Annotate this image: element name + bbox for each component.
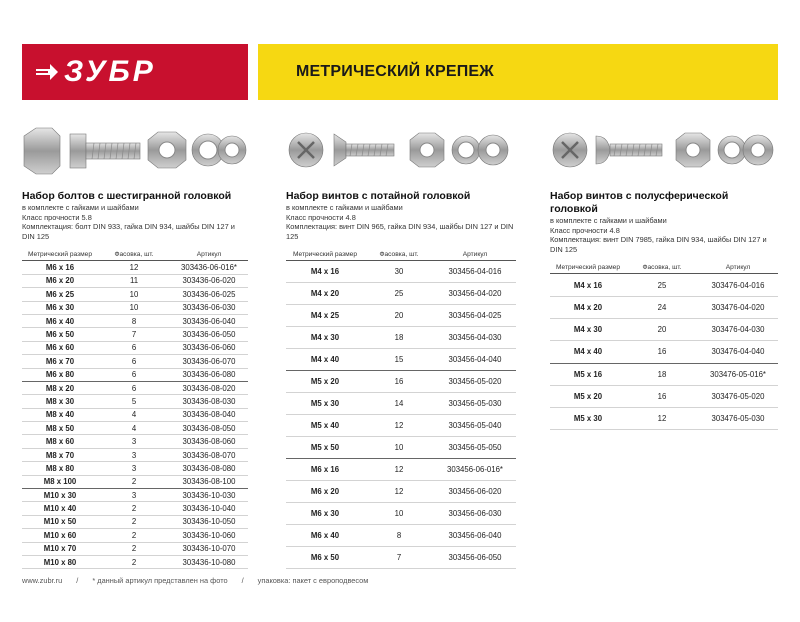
cell-size: M10 x 50 xyxy=(43,517,77,527)
cell-qty: 25 xyxy=(657,280,667,290)
cell-article: 303436-08-020 xyxy=(182,383,236,393)
cell-size: M6 x 50 xyxy=(310,553,340,563)
cell-qty: 18 xyxy=(657,369,667,379)
cell-qty: 2 xyxy=(131,557,137,567)
column-header-size: Метрический размер xyxy=(555,263,621,271)
cell-size: M4 x 30 xyxy=(310,333,340,343)
cell-size: M10 x 40 xyxy=(43,504,77,514)
cell-article: 303436-10-040 xyxy=(182,504,236,514)
cell-article: 303436-06-080 xyxy=(182,370,236,380)
table-row xyxy=(22,543,248,556)
arrow-icon xyxy=(36,61,58,83)
column-header-qty: Фасовка, шт. xyxy=(114,250,154,258)
cell-qty: 2 xyxy=(131,544,137,554)
cell-qty: 20 xyxy=(657,325,667,335)
table-row xyxy=(22,315,248,328)
cell-article: 303436-10-030 xyxy=(182,490,236,500)
cell-qty: 18 xyxy=(394,333,404,343)
cell-qty: 2 xyxy=(131,477,137,487)
footer-separator: / xyxy=(241,576,244,585)
cell-qty: 12 xyxy=(394,487,404,497)
cell-article: 303456-06-030 xyxy=(448,509,502,519)
cell-article: 303476-04-040 xyxy=(711,347,765,357)
cell-size: M6 x 20 xyxy=(310,487,340,497)
cell-size: M4 x 30 xyxy=(573,325,603,335)
cell-size: M6 x 80 xyxy=(45,370,75,380)
cell-qty: 15 xyxy=(394,355,404,365)
table-row xyxy=(286,371,516,393)
table-row xyxy=(286,459,516,481)
section-desc-1: в комплекте с гайками и шайбами xyxy=(22,203,139,212)
cell-article: 303436-06-070 xyxy=(182,356,236,366)
cell-article: 303436-08-030 xyxy=(182,396,236,406)
table-row xyxy=(22,409,248,422)
cell-size: M6 x 50 xyxy=(45,330,75,340)
table-row xyxy=(22,489,248,502)
table-row xyxy=(22,516,248,529)
cell-size: M5 x 30 xyxy=(310,399,340,409)
cell-size: M10 x 70 xyxy=(43,544,77,554)
cell-article: 303456-05-040 xyxy=(448,421,502,431)
cell-article: 303476-05-030 xyxy=(711,414,765,424)
table-row xyxy=(22,529,248,542)
cell-qty: 8 xyxy=(396,531,402,541)
section-title: Набор болтов с шестигранной головкой xyxy=(22,190,232,202)
cell-size: M10 x 80 xyxy=(43,557,77,567)
cell-size: M5 x 50 xyxy=(310,443,340,453)
cell-size: M8 x 100 xyxy=(43,477,77,487)
cell-article: 303436-06-040 xyxy=(182,316,236,326)
table-header xyxy=(22,248,248,260)
cell-article: 303476-04-030 xyxy=(711,325,765,335)
table-row xyxy=(22,355,248,368)
cell-article: 303436-06-060 xyxy=(182,343,236,353)
cell-qty: 25 xyxy=(394,289,404,299)
table-row xyxy=(286,327,516,349)
cell-size: M6 x 16 xyxy=(310,465,340,475)
cell-qty: 16 xyxy=(394,377,404,387)
cell-size: M8 x 40 xyxy=(45,410,75,420)
cell-article: 303436-08-080 xyxy=(182,463,236,473)
footer-site-link[interactable]: www.zubr.ru xyxy=(22,576,63,585)
cell-article: 303436-10-060 xyxy=(182,530,236,540)
table-row xyxy=(286,437,516,459)
table-row xyxy=(286,525,516,547)
cell-size: M6 x 25 xyxy=(45,289,75,299)
table-row xyxy=(286,503,516,525)
countersunk-screw-set-photo xyxy=(286,122,512,178)
table-row xyxy=(286,261,516,283)
footer-separator: / xyxy=(76,576,79,585)
cell-qty: 3 xyxy=(131,463,137,473)
cell-article: 303456-06-040 xyxy=(448,531,502,541)
section-title: Набор винтов с потайной головкой xyxy=(286,190,471,202)
table-row xyxy=(286,481,516,503)
cell-size: M5 x 40 xyxy=(310,421,340,431)
section-desc-1: в комплекте с гайками и шайбами xyxy=(286,203,403,212)
section-desc-2: Класс прочности 5.8 xyxy=(22,212,92,222)
page-title: МЕТРИЧЕСКИЙ КРЕПЕЖ xyxy=(296,63,494,80)
cell-qty: 10 xyxy=(394,443,404,453)
column-header-size: Метрический размер xyxy=(27,250,93,258)
cell-size: M4 x 25 xyxy=(310,311,340,321)
cell-qty: 16 xyxy=(657,392,667,401)
cell-qty: 7 xyxy=(131,330,137,340)
table-row xyxy=(550,319,778,341)
table-row xyxy=(22,261,248,274)
cell-size: M10 x 60 xyxy=(43,530,77,540)
cell-article: 303436-10-080 xyxy=(182,557,236,567)
table-row xyxy=(22,302,248,315)
cell-size: M5 x 30 xyxy=(573,414,603,424)
cell-size: M6 x 16 xyxy=(45,263,75,273)
section-desc-2: Класс прочности 4.8 xyxy=(550,225,620,235)
cell-qty: 3 xyxy=(131,450,137,460)
cell-qty: 10 xyxy=(394,509,404,519)
bolt-set-section xyxy=(22,190,248,569)
cell-qty: 20 xyxy=(394,311,404,321)
section-desc-3: Комплектация: винт DIN 965, гайка DIN 934, шайбы DIN 127 и DIN 125 xyxy=(286,222,514,241)
cell-article: 303456-06-050 xyxy=(448,553,502,563)
table-row xyxy=(22,476,248,489)
footer xyxy=(22,576,368,585)
table-row xyxy=(22,328,248,341)
table-row xyxy=(550,364,778,386)
cell-size: M4 x 16 xyxy=(310,267,340,277)
cell-size: M5 x 20 xyxy=(573,392,603,401)
cell-size: M6 x 40 xyxy=(310,531,340,541)
cell-article: 303436-08-070 xyxy=(182,450,236,460)
cell-article: 303456-04-030 xyxy=(448,333,502,343)
cell-size: M4 x 40 xyxy=(573,347,603,357)
column-header-article: Артикул xyxy=(462,250,488,258)
cell-size: M4 x 20 xyxy=(310,289,340,299)
cell-size: M5 x 20 xyxy=(310,377,340,387)
cell-article: 303456-06-016* xyxy=(447,465,503,475)
table-row xyxy=(286,415,516,437)
cell-article: 303476-05-016* xyxy=(710,369,766,379)
bolt-table xyxy=(22,260,248,569)
cell-size: M6 x 30 xyxy=(45,303,75,313)
table-row xyxy=(22,435,248,448)
column-header-qty: Фасовка, шт. xyxy=(379,250,419,258)
cell-article: 303476-04-020 xyxy=(711,302,765,312)
countersunk-screw-section xyxy=(286,190,516,569)
cell-qty: 5 xyxy=(131,396,137,406)
column-header-article: Артикул xyxy=(196,250,222,258)
cell-article: 303436-08-040 xyxy=(182,410,236,420)
logo-text: ЗУБР xyxy=(64,55,156,88)
table-row xyxy=(22,502,248,515)
cell-qty: 24 xyxy=(657,302,667,312)
cell-size: M4 x 40 xyxy=(310,355,340,365)
cell-size: M6 x 30 xyxy=(310,509,340,519)
cell-qty: 10 xyxy=(129,289,139,299)
cell-article: 303456-05-030 xyxy=(448,399,502,409)
cell-qty: 6 xyxy=(131,356,137,366)
cell-qty: 6 xyxy=(131,343,137,353)
cell-article: 303456-06-020 xyxy=(448,487,502,497)
cell-qty: 11 xyxy=(129,276,139,286)
table-row xyxy=(22,395,248,408)
cell-article: 303456-04-020 xyxy=(448,289,502,299)
cell-qty: 14 xyxy=(394,399,404,409)
table-row xyxy=(550,297,778,319)
cell-article: 303436-10-050 xyxy=(182,517,236,527)
cell-size: M8 x 80 xyxy=(45,463,75,473)
cell-article: 303436-06-020 xyxy=(182,276,236,286)
cell-qty: 12 xyxy=(129,263,139,273)
cell-qty: 3 xyxy=(131,490,137,500)
cell-qty: 10 xyxy=(129,303,139,313)
cell-qty: 2 xyxy=(131,504,137,514)
cell-qty: 7 xyxy=(396,553,402,563)
cell-size: M6 x 40 xyxy=(45,316,75,326)
cell-size: M8 x 50 xyxy=(45,423,75,433)
cell-article: 303436-08-060 xyxy=(182,437,236,447)
table-row xyxy=(22,342,248,355)
pan-head-screw-table xyxy=(550,273,778,430)
cell-article: 303476-05-020 xyxy=(711,392,765,401)
cell-article: 303456-04-040 xyxy=(448,355,502,365)
column-header-qty: Фасовка, шт. xyxy=(642,263,682,271)
cell-article: 303436-06-030 xyxy=(182,303,236,313)
cell-qty: 2 xyxy=(131,517,137,527)
cell-size: M6 x 60 xyxy=(45,343,75,353)
cell-article: 303436-10-070 xyxy=(182,544,236,554)
countersunk-screw-table xyxy=(286,260,516,569)
footer-note: * данный артикул представлен на фото xyxy=(92,576,228,585)
cell-article: 303436-06-016* xyxy=(181,263,237,273)
cell-size: M8 x 60 xyxy=(45,437,75,447)
cell-article: 303436-06-050 xyxy=(182,330,236,340)
cell-article: 303456-05-020 xyxy=(448,377,502,387)
table-row xyxy=(22,369,248,382)
column-header-size: Метрический размер xyxy=(292,250,358,258)
table-row xyxy=(550,408,778,430)
cell-qty: 12 xyxy=(394,421,404,431)
cell-size: M4 x 16 xyxy=(573,280,603,290)
table-row xyxy=(286,547,516,569)
cell-size: M4 x 20 xyxy=(573,302,603,312)
bolt-set-photo xyxy=(22,122,248,178)
table-row xyxy=(22,288,248,301)
cell-article: 303436-08-100 xyxy=(182,477,236,487)
table-row xyxy=(286,349,516,371)
table-row xyxy=(22,449,248,462)
cell-qty: 4 xyxy=(131,410,137,420)
cell-qty: 12 xyxy=(394,465,404,475)
table-row xyxy=(22,275,248,288)
table-row xyxy=(22,422,248,435)
brand-logo xyxy=(22,44,248,100)
cell-article: 303436-08-050 xyxy=(182,423,236,433)
section-desc-3: Комплектация: винт DIN 7985, гайка DIN 934, шайбы DIN 127 и DIN 125 xyxy=(550,235,767,254)
cell-qty: 4 xyxy=(131,423,137,433)
column-header-article: Артикул xyxy=(725,263,751,271)
cell-qty: 3 xyxy=(131,437,137,447)
header-banner xyxy=(258,44,778,100)
table-row xyxy=(22,382,248,395)
cell-qty: 30 xyxy=(394,267,404,277)
cell-qty: 6 xyxy=(131,370,137,380)
cell-article: 303436-06-025 xyxy=(182,289,236,299)
table-row xyxy=(550,341,778,363)
cell-size: M8 x 30 xyxy=(45,396,75,406)
footer-packaging: упаковка: пакет с европодвесом xyxy=(257,576,369,585)
table-header xyxy=(286,248,516,260)
table-row xyxy=(286,305,516,327)
cell-qty: 16 xyxy=(657,347,667,357)
cell-size: M8 x 70 xyxy=(45,450,75,460)
cell-qty: 12 xyxy=(657,414,667,424)
cell-size: M6 x 70 xyxy=(45,356,75,366)
cell-size: M8 x 20 xyxy=(45,383,75,393)
cell-article: 303476-04-016 xyxy=(711,280,765,290)
cell-size: M5 x 16 xyxy=(573,369,603,379)
table-header xyxy=(550,261,778,273)
table-row xyxy=(286,393,516,415)
section-title: Набор винтов с полусферической головкой xyxy=(550,190,729,215)
table-row xyxy=(22,462,248,475)
cell-size: M10 x 30 xyxy=(43,490,77,500)
cell-qty: 2 xyxy=(131,530,137,540)
cell-article: 303456-05-050 xyxy=(448,443,502,453)
pan-head-screw-set-photo xyxy=(550,122,776,178)
cell-qty: 6 xyxy=(131,383,137,393)
table-row xyxy=(22,556,248,569)
cell-article: 303456-04-016 xyxy=(448,267,502,277)
table-row xyxy=(550,274,778,296)
pan-head-screw-section xyxy=(550,190,778,430)
cell-qty: 8 xyxy=(131,316,137,326)
section-desc-2: Класс прочности 4.8 xyxy=(286,212,356,222)
cell-size: M6 x 20 xyxy=(45,276,75,286)
table-row xyxy=(550,386,778,408)
section-desc-3: Комплектация: болт DIN 933, гайка DIN 934, шайбы DIN 127 и DIN 125 xyxy=(22,222,235,241)
section-desc-1: в комплекте с гайками и шайбами xyxy=(550,216,667,225)
table-row xyxy=(286,283,516,305)
cell-article: 303456-04-025 xyxy=(448,311,502,321)
